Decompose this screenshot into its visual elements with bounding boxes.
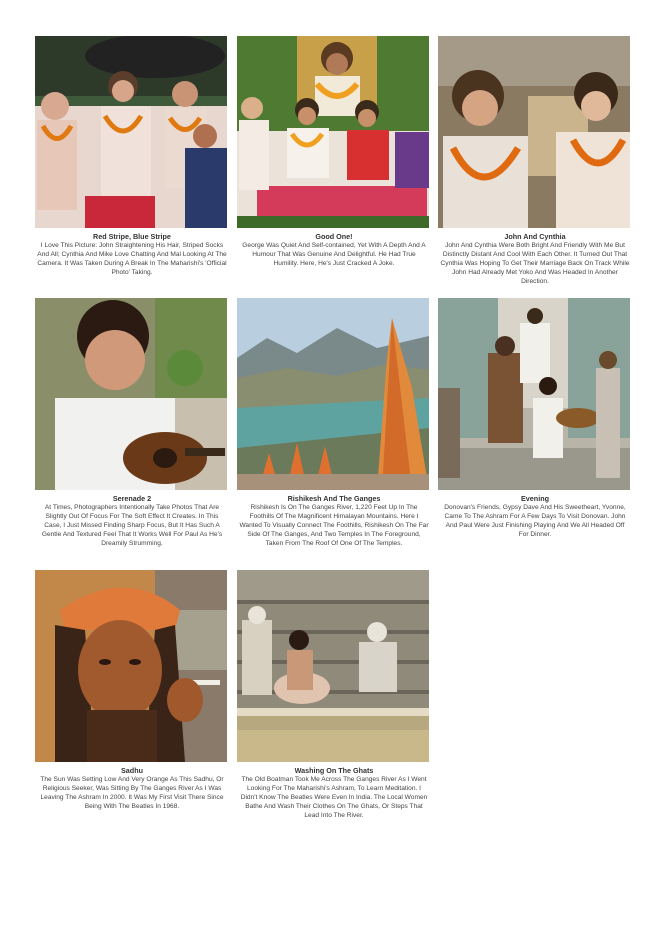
photo-maharishi-group[interactable] bbox=[237, 36, 429, 228]
gallery-card bbox=[35, 570, 229, 811]
photo-caption: The Old Boatman Took Me Across The Ganges River As I Went Looking For The Maharishi's Ashram, To Learn Meditation. I Didn't Know The Beatles Were Even In India. The Local Women Bathe And Wash Their Clothes On The Ghats, Or Steps That Lead Into The River. bbox=[240, 776, 428, 819]
photo-image bbox=[35, 570, 227, 762]
photo-title: Red Stripe, Blue Stripe bbox=[93, 232, 171, 241]
photo-title: Serenade 2 bbox=[112, 494, 152, 503]
photo-rishikesh-ganges[interactable] bbox=[237, 298, 429, 490]
photo-image bbox=[237, 298, 429, 490]
photo-image bbox=[438, 36, 630, 228]
gallery-card bbox=[237, 570, 431, 820]
photo-title: John And Cynthia bbox=[504, 232, 566, 241]
photo-john-cynthia[interactable] bbox=[438, 36, 630, 228]
photo-group-garlands[interactable] bbox=[35, 36, 227, 228]
photo-title: Good One! bbox=[315, 232, 353, 241]
photo-caption: Donovan's Friends, Gypsy Dave And His Sweetheart, Yvonne, Came To The Ashram For A Few Days To Visit Donovan. John And Paul Were Just Finishing Playing And We All Headed Off For Dinner. bbox=[444, 504, 626, 538]
photo-caption: I Love This Picture: John Straightening His Hair, Striped Socks And All; Cynthia And Mike Love Chatting And Mal Looking At The Camera. It Was Taken During A Break In The Maharishi's 'Official Photo' Taking. bbox=[37, 242, 227, 276]
photo-evening[interactable] bbox=[438, 298, 630, 490]
photo-caption: George Was Quiet And Self-contained, Yet With A Depth And A Humour That Was Genuine And Delightful. He Had True Humility. Here, He's Just Cracked A Joke. bbox=[242, 242, 426, 267]
gallery-card bbox=[438, 298, 632, 539]
photo-image bbox=[237, 36, 429, 228]
gallery-card bbox=[237, 36, 431, 268]
photo-image bbox=[35, 36, 227, 228]
gallery-card bbox=[237, 298, 431, 548]
photo-title: Evening bbox=[521, 494, 549, 503]
photo-caption: Rishikesh Is On The Ganges River, 1,220 Feet Up In The Foothills Of The Magnificent Himalayan Mountains. Here I Wanted To Visually Connect The Foothills, Rishikesh On The Far Side Of The Ganges, And Two Temples In The Foreground, Taken From The Roof Of One Of The Temples. bbox=[239, 504, 429, 547]
photo-paul-guitar[interactable] bbox=[35, 298, 227, 490]
photo-ghats[interactable] bbox=[237, 570, 429, 762]
photo-image bbox=[438, 298, 630, 490]
photo-title: Washing On The Ghats bbox=[294, 766, 374, 775]
photo-image bbox=[35, 298, 227, 490]
gallery-card bbox=[35, 36, 229, 277]
photo-caption: John And Cynthia Were Both Bright And Friendly With Me But Distinctly Distant And Cool With Each Other. It Turned Out That Cynthia Was Hoping To Get Their Marriage Back On Track While John Had Already Met Yoko And Was Headed In Another Direction. bbox=[440, 242, 630, 285]
photo-title: Sadhu bbox=[121, 766, 143, 775]
photo-caption: At Times, Photographers Intentionally Take Photos That Are Slightly Out Of Focus For The Soft Effect It Creates. In This Case, I Just Missed Finding Sharp Focus, But It Has Such A Gentle And Textured Feel That It Works Well For Paul As He's Dreamily Strumming. bbox=[41, 504, 223, 547]
gallery-card bbox=[35, 298, 229, 548]
photo-image bbox=[237, 570, 429, 762]
photo-sadhu[interactable] bbox=[35, 570, 227, 762]
photo-caption: The Sun Was Setting Low And Very Orange As This Sadhu, Or Religious Seeker, Was Sitting By The Ganges River As I Was Leaving The Ashram In 2000. It Was My First Visit There Since Being With The Beatles In 1968. bbox=[40, 776, 224, 810]
photo-title: Rishikesh And The Ganges bbox=[287, 494, 381, 503]
gallery-card bbox=[438, 36, 632, 286]
